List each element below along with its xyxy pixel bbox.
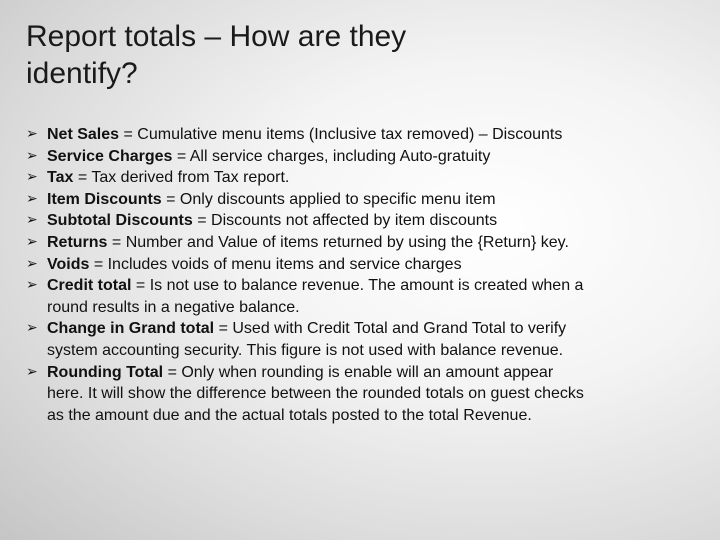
bullet-term: Voids xyxy=(47,255,90,273)
bullet-rounding-total xyxy=(26,362,586,427)
bullet-term: Item Discounts xyxy=(47,190,162,208)
bullet-text: = Only when rounding is enable will an amount appear here. It will show the difference between the rounded totals on guest checks as the amount due and the actual totals posted to the total Revenue. xyxy=(47,363,584,424)
bullet-returns xyxy=(26,232,586,254)
arrow-bullet-icon: ➢ xyxy=(26,233,38,250)
bullet-text: = Only discounts applied to specific menu item xyxy=(161,190,496,208)
slide-title xyxy=(26,18,686,92)
bullet-text: = Discounts not affected by item discounts xyxy=(192,212,498,230)
arrow-bullet-icon: ➢ xyxy=(26,363,38,380)
arrow-bullet-icon: ➢ xyxy=(26,126,38,142)
bullet-service-charges xyxy=(26,146,586,168)
arrow-bullet-icon: ➢ xyxy=(26,212,38,229)
bullet-list xyxy=(26,124,586,426)
arrow-bullet-icon: ➢ xyxy=(26,277,38,294)
bullet-net-sales xyxy=(26,124,586,146)
bullet-term: Service Charges xyxy=(47,147,173,165)
bullet-text: = Number and Value of items returned by using the {Return} key. xyxy=(107,233,569,251)
slide-title-line-1: Report totals – How are they xyxy=(26,20,407,53)
bullet-text: = Used with Credit Total and Grand Total to verify system accounting security. This figure is not used with balance revenue. xyxy=(47,320,567,359)
arrow-bullet-icon: ➢ xyxy=(26,320,38,337)
arrow-bullet-icon: ➢ xyxy=(26,255,38,272)
bullet-subtotal-discounts xyxy=(26,210,586,232)
bullet-voids xyxy=(26,254,586,276)
slide-title-line-2: identify? xyxy=(26,57,138,90)
bullet-term: Net Sales xyxy=(47,126,120,143)
bullet-term: Returns xyxy=(47,233,108,251)
bullet-text: = Is not use to balance revenue. The amount is created when a round results in a negative balance. xyxy=(47,277,584,316)
bullet-change-in-grand-total xyxy=(26,318,586,361)
bullet-term: Credit total xyxy=(47,277,132,295)
bullet-text: = Cumulative menu items (Inclusive tax removed) – Discounts xyxy=(119,126,563,143)
bullet-text: = Includes voids of menu items and service charges xyxy=(89,255,462,273)
bullet-text: = All service charges, including Auto-gratuity xyxy=(172,147,491,165)
arrow-bullet-icon: ➢ xyxy=(26,190,38,207)
bullet-item-discounts xyxy=(26,189,586,211)
bullet-text: = Tax derived from Tax report. xyxy=(73,169,290,187)
bullet-term: Subtotal Discounts xyxy=(47,212,193,230)
bullet-credit-total xyxy=(26,275,586,318)
arrow-bullet-icon: ➢ xyxy=(26,169,38,186)
bullet-term: Rounding Total xyxy=(47,363,164,381)
bullet-term: Change in Grand total xyxy=(47,320,215,338)
bullet-term: Tax xyxy=(47,169,74,187)
bullet-tax xyxy=(26,167,586,189)
arrow-bullet-icon: ➢ xyxy=(26,147,38,164)
